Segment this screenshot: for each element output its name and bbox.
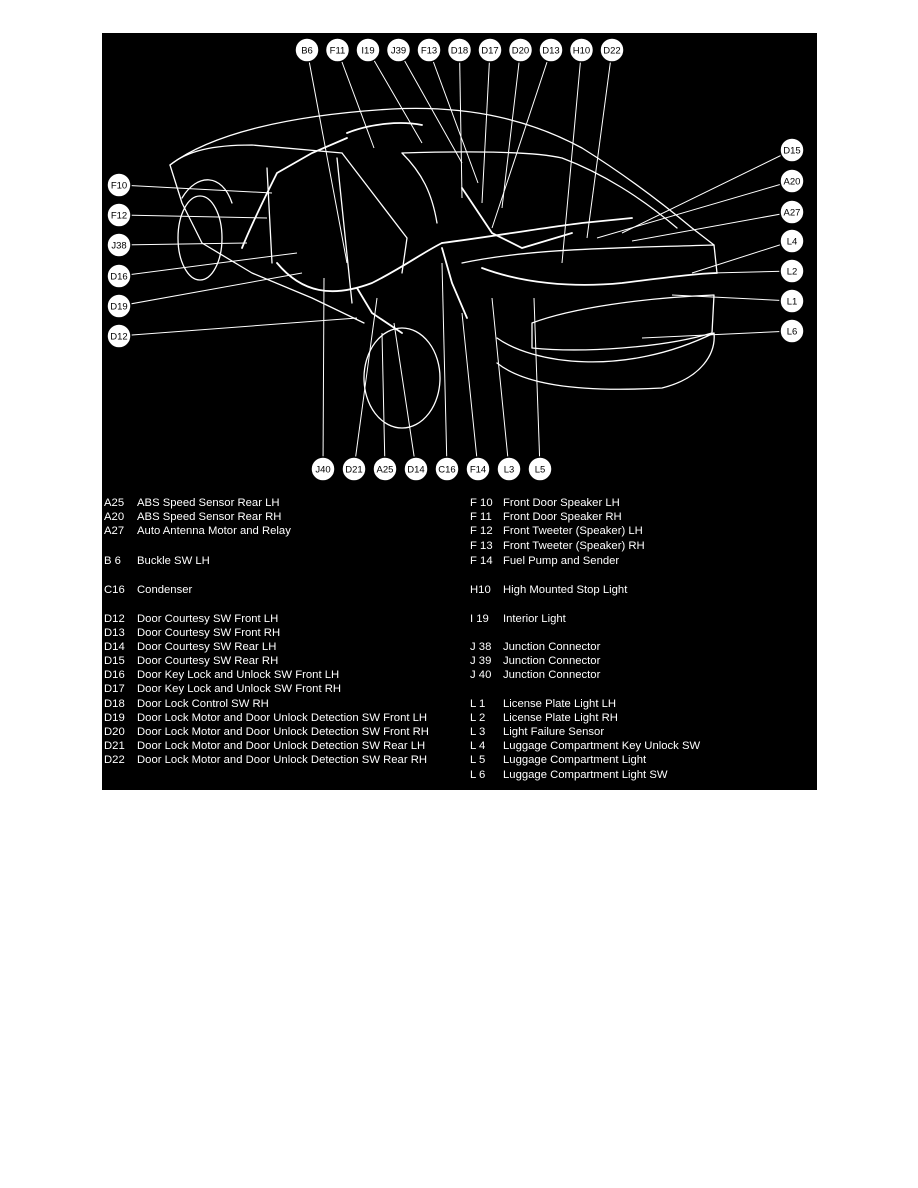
harness-rear-left <box>357 288 402 333</box>
connector-tag-a25 <box>373 457 397 481</box>
connector-tag-f11 <box>326 38 350 62</box>
connector-tag-d18 <box>448 38 472 62</box>
legend-description: Door Lock Control SW RH <box>137 698 269 710</box>
c-pillar <box>402 153 437 223</box>
legend-description: Buckle SW LH <box>137 555 210 567</box>
car-wiring-diagram <box>102 33 817 493</box>
connector-callouts <box>107 38 804 481</box>
leader-line-d19 <box>119 273 302 306</box>
connector-tag-l1 <box>780 289 804 313</box>
connector-tag-label: L5 <box>534 464 546 476</box>
leader-line-i19 <box>368 50 422 143</box>
connector-tag-l5 <box>528 457 552 481</box>
connector-tag-label: F12 <box>110 210 128 222</box>
legend-description: License Plate Light RH <box>503 712 618 724</box>
connector-tag-label: F14 <box>469 464 487 476</box>
legend-description: Door Courtesy SW Rear LH <box>137 641 277 653</box>
connector-tag-label: H10 <box>572 45 591 57</box>
legend-description: Fuel Pump and Sender <box>503 555 620 567</box>
legend-description: Luggage Compartment Light SW <box>503 769 668 781</box>
legend-code: L 1 <box>470 698 486 710</box>
legend-code: H10 <box>470 584 491 596</box>
connector-tag-label: D19 <box>110 301 128 313</box>
leader-line-d17 <box>482 50 490 203</box>
legend-code: D12 <box>104 613 125 625</box>
leader-line-d21 <box>354 298 377 469</box>
connector-tag-label: L6 <box>786 326 798 338</box>
connector-tag-d21 <box>342 457 366 481</box>
connector-tag-d22 <box>600 38 624 62</box>
legend-code: D15 <box>104 655 125 667</box>
harness-trunk <box>482 268 717 285</box>
connector-tag-d19 <box>107 294 131 318</box>
connector-tag-label: J40 <box>315 464 331 476</box>
connector-tag-label: A25 <box>376 464 394 476</box>
connector-tag-j39 <box>387 38 411 62</box>
legend-code: D13 <box>104 627 125 639</box>
door-line-front <box>267 168 272 263</box>
legend-code: L 4 <box>470 740 486 752</box>
legend-code: J 40 <box>470 669 492 681</box>
legend-code: B 6 <box>104 555 121 567</box>
connector-tag-label: L4 <box>786 236 798 248</box>
leader-line-j38 <box>119 243 247 245</box>
legend-code: F 12 <box>470 525 493 537</box>
harness-fuel <box>442 248 467 318</box>
connector-tag-f13 <box>417 38 441 62</box>
leader-line-c16 <box>442 263 447 469</box>
trunk-lid <box>462 245 717 273</box>
connector-tag-label: D13 <box>542 45 560 57</box>
connector-tag-label: A20 <box>783 176 801 188</box>
connector-tag-label: D21 <box>345 464 363 476</box>
connector-tag-label: L2 <box>786 266 798 278</box>
leader-line-f10 <box>119 185 272 193</box>
leader-line-l1 <box>672 295 792 301</box>
harness-front-left <box>242 138 347 248</box>
connector-tag-label: F10 <box>110 180 128 192</box>
connector-tag-label: D18 <box>450 45 469 57</box>
legend-description: Interior Light <box>503 613 566 625</box>
connector-tag-d14 <box>404 457 428 481</box>
legend-code: D16 <box>104 669 125 681</box>
connector-tag-c16 <box>435 457 459 481</box>
connector-tag-label: B6 <box>301 45 313 57</box>
legend-code: I 19 <box>470 613 489 625</box>
leader-line-d14 <box>394 323 416 469</box>
legend-code: F 14 <box>470 555 493 567</box>
harness-right-side <box>442 218 632 243</box>
connector-tag-j40 <box>311 457 335 481</box>
connector-tag-d15 <box>780 138 804 162</box>
legend-code: D18 <box>104 698 125 710</box>
legend-code: D19 <box>104 712 125 724</box>
legend-code: L 2 <box>470 712 486 724</box>
left-front-wheel-arch <box>182 180 232 203</box>
legend-description: Front Tweeter (Speaker) RH <box>503 540 645 552</box>
leader-line-d16 <box>119 253 297 276</box>
leader-line-f12 <box>119 215 267 218</box>
legend-description: Door Courtesy SW Front RH <box>137 627 281 639</box>
legend-description: Door Lock Motor and Door Unlock Detection SW Rear RH <box>137 754 428 766</box>
legend-description: Junction Connector <box>503 655 601 667</box>
leader-line-f11 <box>338 50 375 148</box>
leader-line-a25 <box>382 333 385 469</box>
connector-tag-label: J38 <box>111 240 127 252</box>
legend-code: D17 <box>104 683 125 695</box>
connector-tag-label: D14 <box>407 464 425 476</box>
connector-tag-d20 <box>509 38 533 62</box>
harness-rear-deck <box>462 188 572 248</box>
legend-code: D14 <box>104 641 125 653</box>
connector-tag-label: D17 <box>481 45 499 57</box>
connector-tag-label: L1 <box>786 296 798 308</box>
legend-code: L 5 <box>470 754 486 766</box>
legend-description: ABS Speed Sensor Rear LH <box>137 497 280 509</box>
legend-description: Front Tweeter (Speaker) LH <box>503 525 643 537</box>
legend-description: Junction Connector <box>503 641 601 653</box>
leader-line-l3 <box>492 298 509 469</box>
legend-code: A25 <box>104 497 125 509</box>
rear-window <box>402 152 677 228</box>
leader-line-d20 <box>502 50 521 208</box>
legend-description: Junction Connector <box>503 669 601 681</box>
leader-line-f14 <box>462 313 478 469</box>
connector-tag-l4 <box>780 229 804 253</box>
leader-line-l5 <box>534 298 540 469</box>
connector-tag-d13 <box>539 38 563 62</box>
leader-line-h10 <box>562 50 582 263</box>
leader-line-d18 <box>460 50 463 198</box>
connector-tag-label: L3 <box>503 464 515 476</box>
legend-description: High Mounted Stop Light <box>503 584 628 596</box>
connector-tag-label: D20 <box>511 45 530 57</box>
connector-tag-label: J39 <box>390 45 407 57</box>
wire-harness <box>242 123 717 333</box>
harness-floor <box>277 243 442 291</box>
connector-tag-label: D22 <box>603 45 621 57</box>
legend-code: F 13 <box>470 540 493 552</box>
legend-description: Door Lock Motor and Door Unlock Detection SW Front LH <box>137 712 428 724</box>
connector-tag-label: I19 <box>361 45 375 57</box>
connector-tag-j38 <box>107 233 131 257</box>
legend-description: Condenser <box>137 584 193 596</box>
connector-tag-d17 <box>478 38 502 62</box>
connector-tag-label: D15 <box>783 145 801 157</box>
legend-code: J 38 <box>470 641 492 653</box>
rear-bumper <box>497 333 714 389</box>
connector-tag-a20 <box>780 169 804 193</box>
front-windshield <box>170 145 342 165</box>
wiring-location-figure <box>102 33 817 790</box>
leader-line-b6 <box>307 50 347 263</box>
legend-code: J 39 <box>470 655 492 667</box>
connector-tag-h10 <box>570 38 594 62</box>
connector-tag-label: D12 <box>110 331 128 343</box>
connector-tag-l2 <box>780 259 804 283</box>
legend-description: Door Lock Motor and Door Unlock Detection SW Rear LH <box>137 740 426 752</box>
leader-line-j39 <box>399 50 463 163</box>
legend-description: Door Key Lock and Unlock SW Front LH <box>137 669 340 681</box>
legend-code: A27 <box>104 525 125 537</box>
leader-line-d22 <box>587 50 612 238</box>
legend-description: Door Courtesy SW Front LH <box>137 613 279 625</box>
leader-line-d15 <box>622 150 792 233</box>
leader-line-d13 <box>492 50 551 228</box>
connector-tag-d16 <box>107 264 131 288</box>
connector-tag-i19 <box>356 38 380 62</box>
legend-code: L 6 <box>470 769 486 781</box>
leader-line-d12 <box>119 318 357 336</box>
legend-description: License Plate Light LH <box>503 698 617 710</box>
legend-code: L 3 <box>470 726 486 738</box>
legend-description: Luggage Compartment Key Unlock SW <box>503 740 701 752</box>
legend-code: D20 <box>104 726 125 738</box>
legend-description: Door Lock Motor and Door Unlock Detection SW Front RH <box>137 726 429 738</box>
legend-description: Front Door Speaker LH <box>503 497 620 509</box>
legend-description: Auto Antenna Motor and Relay <box>137 525 291 537</box>
legend-code: D22 <box>104 754 125 766</box>
leader-line-j40 <box>323 278 324 469</box>
door-line-rear <box>337 158 352 303</box>
legend-description: Door Courtesy SW Rear RH <box>137 655 279 667</box>
legend-code: F 11 <box>470 511 492 523</box>
connector-tag-f12 <box>107 203 131 227</box>
legend-code: D21 <box>104 740 125 752</box>
connector-tag-f10 <box>107 173 131 197</box>
connector-tag-f14 <box>466 457 490 481</box>
legend-description: ABS Speed Sensor Rear RH <box>137 511 282 523</box>
legend-description: Luggage Compartment Light <box>503 754 647 766</box>
connector-tag-a27 <box>780 200 804 224</box>
leader-lines <box>119 50 792 469</box>
connector-tag-l3 <box>497 457 521 481</box>
car-body-outline <box>170 108 717 428</box>
legend-description: Front Door Speaker RH <box>503 511 622 523</box>
legend-code: A20 <box>104 511 125 523</box>
connector-tag-b6 <box>295 38 319 62</box>
connector-tag-label: D16 <box>110 271 128 283</box>
rear-panel <box>532 295 714 350</box>
legend-description: Door Key Lock and Unlock SW Front RH <box>137 683 342 695</box>
connector-tag-d12 <box>107 324 131 348</box>
legend-code: C16 <box>104 584 125 596</box>
legend-code: F 10 <box>470 497 493 509</box>
leader-line-l6 <box>642 331 792 338</box>
legend-description: Light Failure Sensor <box>503 726 605 738</box>
connector-tag-label: C16 <box>438 464 456 476</box>
connector-tag-label: A27 <box>783 207 801 219</box>
connector-tag-l6 <box>780 319 804 343</box>
connector-tag-label: F13 <box>420 45 438 57</box>
b-pillar <box>342 153 407 273</box>
connector-tag-label: F11 <box>329 45 346 57</box>
